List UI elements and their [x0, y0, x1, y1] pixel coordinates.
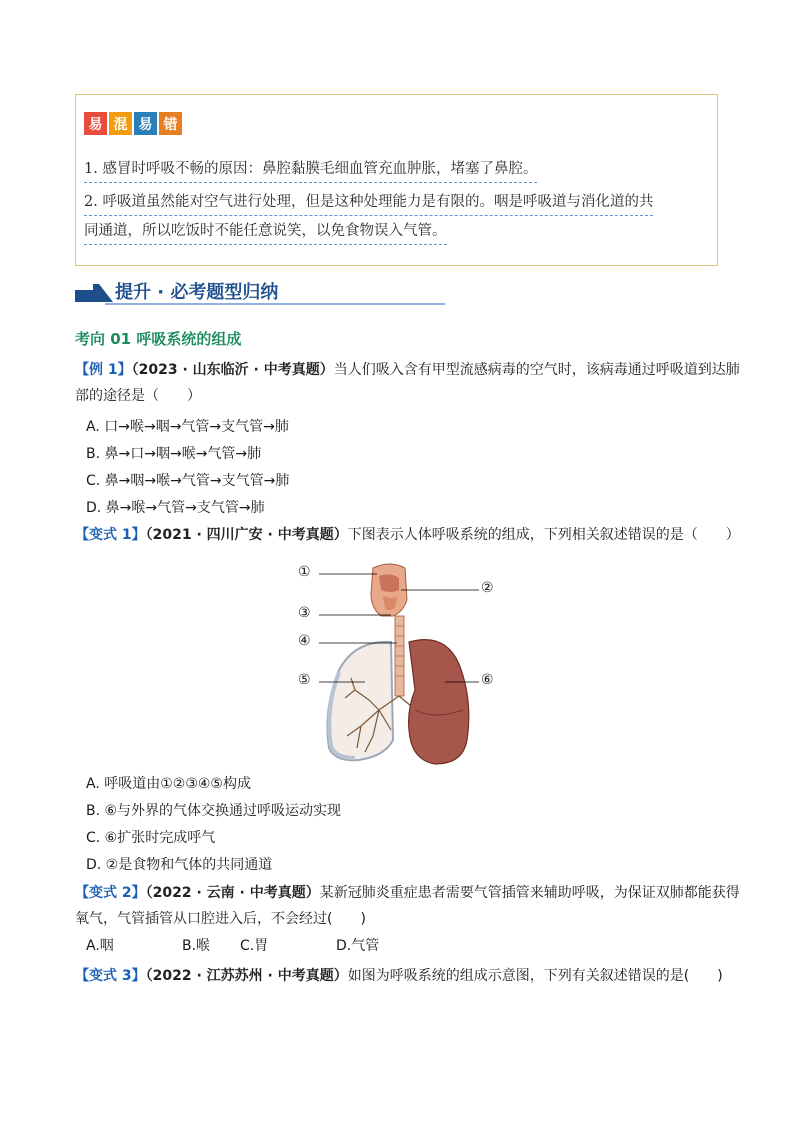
example1-option-c[interactable]: C. 鼻→咽→喉→气管→支气管→肺: [86, 473, 290, 489]
variant2-option-b[interactable]: B.喉: [182, 938, 211, 954]
example1-tag: 【例 1】: [75, 362, 132, 378]
variant2-text1: 某新冠肺炎重症患者需要气管插管来辅助呼吸，为保证双肺都能获得: [319, 885, 740, 901]
section-underline: [105, 303, 445, 305]
example1-option-d[interactable]: D. 鼻→喉→气管→支气管→肺: [86, 500, 265, 516]
respiratory-diagram-svg: [295, 560, 505, 770]
topic-title: 考向 01 呼吸系统的组成: [75, 330, 242, 348]
variant2-line1: [75, 883, 740, 903]
tip-tag-3: 易: [134, 112, 157, 135]
section-marker: [75, 290, 93, 302]
variant2-option-c[interactable]: C.胃: [240, 938, 269, 954]
variant2-option-a[interactable]: A.咽: [86, 938, 114, 954]
diagram-label-1: ①: [298, 564, 311, 580]
tip-tag-1: 易: [84, 112, 107, 135]
variant3-text: 如图为呼吸系统的组成示意图，下列有关叙述错误的是( ): [347, 968, 723, 984]
variant1-option-b[interactable]: B. ⑥与外界的气体交换通过呼吸运动实现: [86, 803, 342, 819]
variant1-option-a[interactable]: A. 呼吸道由①②③④⑤构成: [86, 776, 251, 792]
diagram-label-5: ⑤: [298, 672, 311, 688]
variant1-option-c[interactable]: C. ⑥扩张时完成呼气: [86, 830, 216, 846]
variant1-option-d[interactable]: D. ②是食物和气体的共同通道: [86, 857, 273, 873]
tip-line-2: 2. 呼吸道虽然能对空气进行处理，但是这种处理能力是有限的。咽是呼吸道与消化道的共: [84, 190, 653, 216]
tip-box: [75, 94, 718, 266]
variant1-source: （2021 · 四川广安 · 中考真题）: [145, 527, 348, 543]
example1-option-a[interactable]: A. 口→喉→咽→气管→支气管→肺: [86, 419, 289, 435]
diagram-label-2: ②: [481, 580, 494, 596]
variant1-tag: 【变式 1】: [75, 527, 146, 543]
variant2-tag: 【变式 2】: [75, 885, 146, 901]
variant2-source: （2022 · 云南 · 中考真题）: [145, 885, 320, 901]
tip-tag-4: 错: [159, 112, 182, 135]
tip-line-3: 同通道，所以吃饭时不能任意说笑，以免食物误入气管。: [84, 219, 447, 245]
section-title: 提升 · 必考题型归纳: [115, 282, 279, 303]
example1-line1: [75, 360, 740, 380]
diagram-label-6: ⑥: [481, 672, 494, 688]
variant2-option-d[interactable]: D.气管: [336, 938, 380, 954]
variant3-line: [75, 966, 723, 986]
variant1-line: [75, 525, 740, 545]
diagram-label-3: ③: [298, 605, 311, 621]
variant3-tag: 【变式 3】: [75, 968, 146, 984]
variant3-source: （2022 · 江苏苏州 · 中考真题）: [145, 968, 348, 984]
tip-line-1: 1. 感冒时呼吸不畅的原因：鼻腔黏膜毛细血管充血肿胀，堵塞了鼻腔。: [84, 157, 537, 183]
tip-tags: [84, 112, 182, 135]
example1-text2: 部的途径是（ ）: [75, 388, 201, 404]
tip-tag-2: 混: [109, 112, 132, 135]
respiratory-system-diagram: [295, 560, 505, 770]
example1-source: （2023 · 山东临沂 · 中考真题）: [131, 362, 334, 378]
example1-option-b[interactable]: B. 鼻→口→咽→喉→气管→肺: [86, 446, 262, 462]
example1-text1: 当人们吸入含有甲型流感病毒的空气时，该病毒通过呼吸道到达肺: [333, 362, 740, 378]
variant1-text: 下图表示人体呼吸系统的组成，下列相关叙述错误的是（ ）: [347, 527, 740, 543]
section-marker-slant: [93, 284, 113, 302]
variant2-text2: 氧气，气管插管从口腔进入后，不会经过( ): [75, 911, 366, 927]
diagram-label-4: ④: [298, 633, 311, 649]
section-header: [75, 278, 445, 305]
